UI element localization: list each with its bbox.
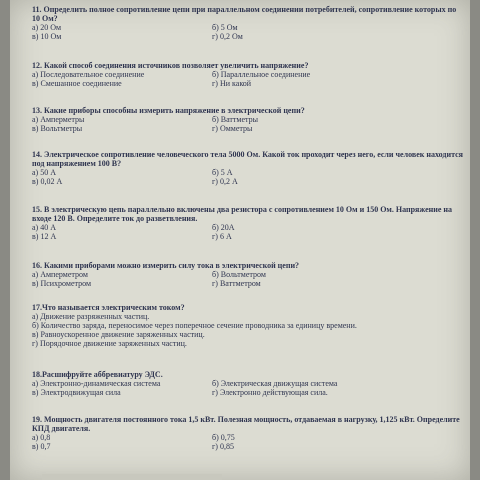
option: в) Вольтметры [32,124,83,133]
option: г) 0,2 Ом [212,32,243,41]
option: в) Смешанное соединение [32,79,122,88]
option: а) 40 А [32,223,56,232]
option: б) Параллельное соединение [212,70,311,79]
question-13 [32,106,464,133]
question-14 [32,150,464,186]
option: г) Электронно действующая сила. [212,388,328,397]
option: б) Количество заряда, переносимое через поперечное сечение проводника за единицу времени. [32,321,357,330]
question-12 [32,61,464,88]
question-11 [32,5,464,41]
question-16 [32,261,464,288]
option: в) 12 А [32,232,57,241]
option: б) Вольтметром [212,270,266,279]
option: г) Ваттметром [212,279,261,288]
option: б) 5 А [212,168,233,177]
page-edge-shadow [42,474,222,480]
option: в) Электродвижущая сила [32,388,121,397]
option: в) Равноускоренное движение заряженных частиц. [32,330,205,339]
question-title: 15. В электрическую цепь параллельно включены два резистора с сопротивлением 10 Ом и 150 Ом. Напряжение на входе 120 В. Определите ток до разветвления. [32,205,452,223]
option: г) Омметры [212,124,253,133]
question-title: 12. Какой способ соединения источников позволяет увеличить напряжение? [32,61,309,70]
option: в) Психрометром [32,279,92,288]
option: б) Электрическая движущая система [212,379,338,388]
question-17 [32,303,464,348]
question-15 [32,205,464,241]
question-18 [32,370,464,397]
option: г) Ни какой [212,79,252,88]
option: б) 0,75 [212,433,235,442]
question-title: 17.Что называется электрическим током? [32,303,185,312]
option: в) 10 Ом [32,32,62,41]
option: а) Электронно-динамическая система [32,379,161,388]
option: а) 0,8 [32,433,51,442]
question-19 [32,415,464,451]
question-title: 11. Определить полное сопротивление цепи при параллельном соединении потребителей, сопротивление которых по 10 Ом? [32,5,457,23]
option: а) 20 Ом [32,23,62,32]
question-title: 14. Электрическое сопротивление человеческого тела 5000 Ом. Какой ток проходит через него, если человек находится под напряжением 100 В? [32,150,463,168]
option: г) Порядочное движение заряженных частиц. [32,339,187,348]
question-title: 19. Мощность двигателя постоянного тока 1,5 кВт. Полезная мощность, отдаваемая в нагрузку, 1,125 кВт. Определите КПД двигателя. [32,415,460,433]
option: а) Движение разряженных частиц. [32,312,150,321]
question-title: 16. Какими приборами можно измерить силу тока в электрической цепи? [32,261,300,270]
option: г) 0,2 А [212,177,238,186]
question-title: 18.Расшифруйте аббревиатуру ЭДС. [32,370,163,379]
option: б) 20А [212,223,235,232]
option: г) 0,85 [212,442,234,451]
option: а) 50 А [32,168,56,177]
option: а) Амперметры [32,115,85,124]
question-title: 13. Какие приборы способны измерить напряжение в электрической цепи? [32,106,305,115]
option: в) 0,7 [32,442,51,451]
option: а) Последовательное соединение [32,70,145,79]
document-page [10,0,470,480]
option: б) 5 Ом [212,23,238,32]
option: в) 0,02 А [32,177,63,186]
option: б) Ваттметры [212,115,258,124]
option: а) Амперметром [32,270,88,279]
option: г) 6 А [212,232,232,241]
